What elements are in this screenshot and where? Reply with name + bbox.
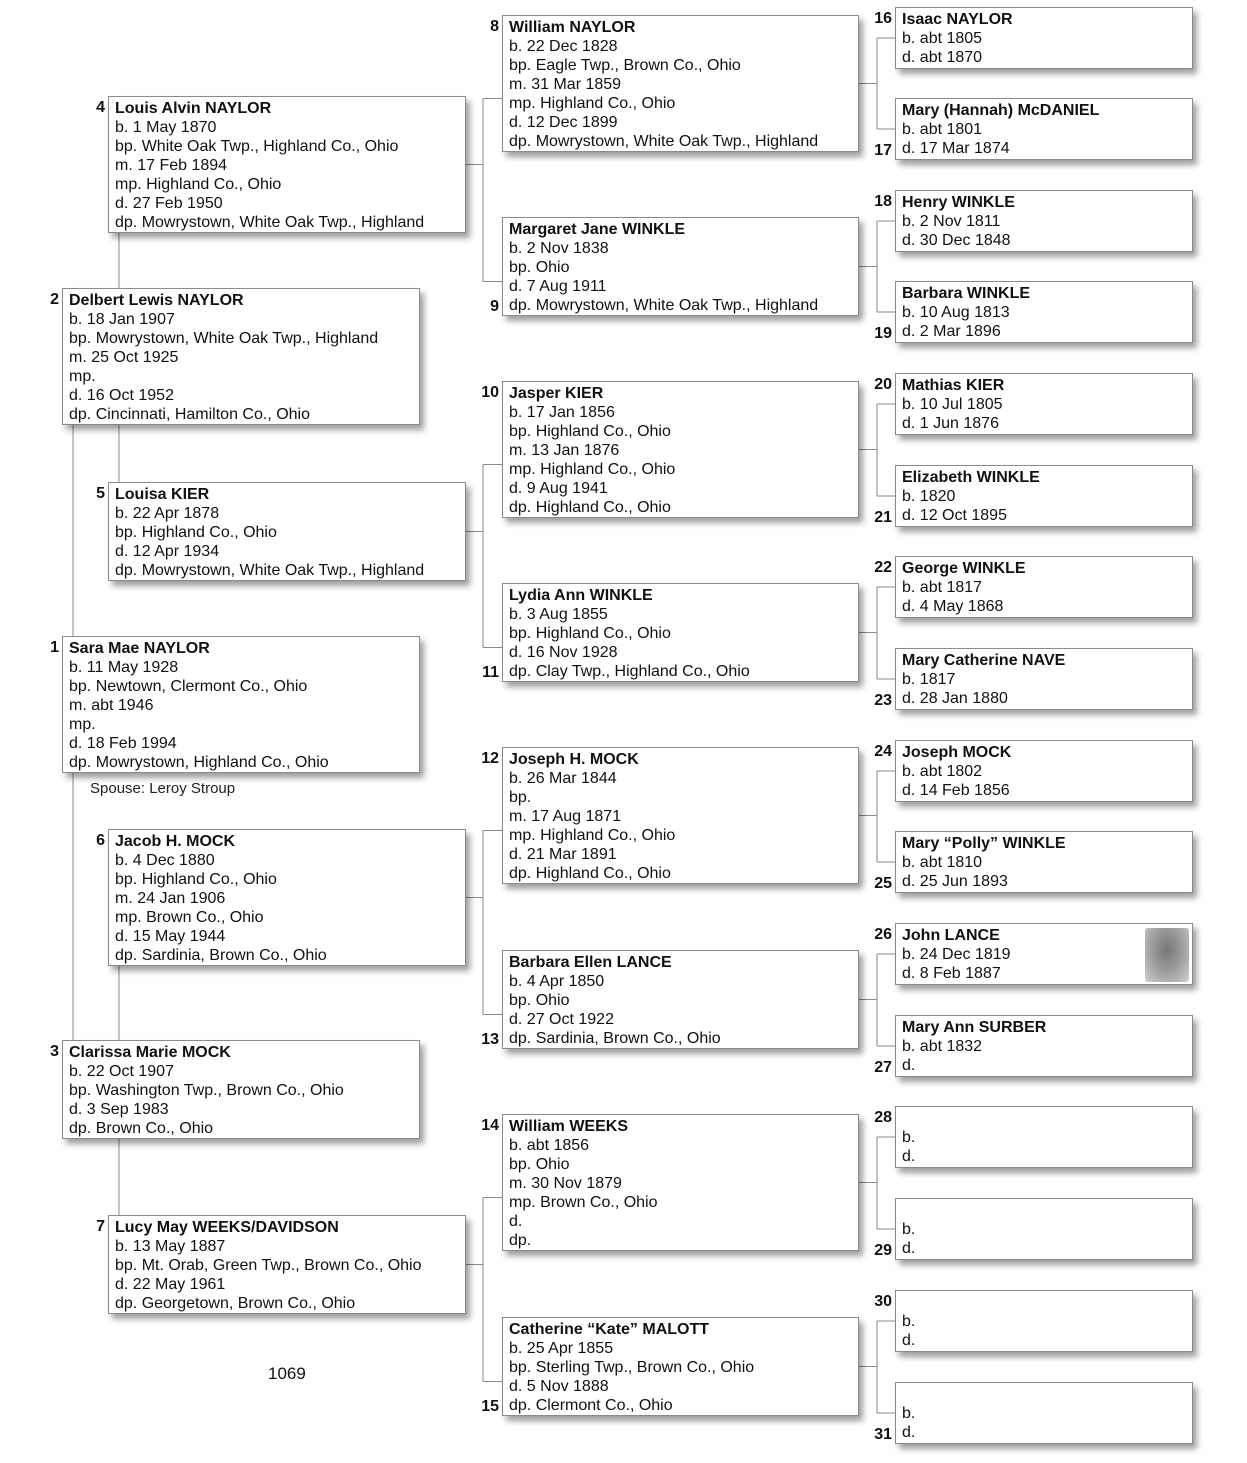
person-number-31: 31 (874, 1426, 892, 1443)
person-name: Isaac NAYLOR (902, 11, 1013, 28)
person-detail-line: bp. Ohio (509, 259, 570, 276)
person-detail-line: d. 21 Mar 1891 (509, 846, 617, 863)
person-detail-line: d. 9 Aug 1941 (509, 480, 608, 497)
person-detail-line: bp. Sterling Twp., Brown Co., Ohio (509, 1359, 755, 1376)
person-detail-line: dp. Mowrystown, White Oak Twp., Highland (509, 297, 819, 314)
person-detail-line: b. 18 Jan 1907 (69, 311, 175, 328)
person-detail-line: b. 22 Dec 1828 (509, 38, 618, 55)
person-detail-line: b. 13 May 1887 (115, 1238, 226, 1255)
person-detail-line: bp. Newtown, Clermont Co., Ohio (69, 678, 308, 695)
person-detail-line: b. 2 Nov 1838 (509, 240, 609, 257)
person-number-25: 25 (874, 875, 892, 892)
person-detail-line: m. 25 Oct 1925 (69, 349, 179, 366)
person-name: Lucy May WEEKS/DAVIDSON (115, 1219, 339, 1236)
person-detail-line: d. 28 Jan 1880 (902, 690, 1008, 707)
person-detail-line: d. (902, 1332, 916, 1349)
person-name: Mary (Hannah) McDANIEL (902, 102, 1100, 119)
person-box-20[interactable] (895, 373, 1193, 435)
person-number-21: 21 (874, 509, 892, 526)
person-name: Joseph H. MOCK (509, 751, 639, 768)
person-detail-line: b. 10 Aug 1813 (902, 304, 1010, 321)
person-box-29[interactable] (895, 1198, 1193, 1260)
person-detail-line: d. 22 May 1961 (115, 1276, 226, 1293)
person-detail-line: b. 10 Jul 1805 (902, 396, 1003, 413)
person-box-18[interactable] (895, 190, 1193, 252)
person-box-19[interactable] (895, 281, 1193, 343)
person-detail-line: dp. Clermont Co., Ohio (509, 1397, 673, 1414)
person-detail-line: b. 1817 (902, 671, 956, 688)
person-detail-line: bp. White Oak Twp., Highland Co., Ohio (115, 138, 399, 155)
person-detail-line: b. abt 1810 (902, 854, 983, 871)
person-detail-line: b. 4 Dec 1880 (115, 852, 215, 869)
person-number-8: 8 (490, 18, 499, 35)
person-number-29: 29 (874, 1242, 892, 1259)
person-detail-line: mp. Brown Co., Ohio (509, 1194, 658, 1211)
person-name: Mary “Polly” WINKLE (902, 835, 1066, 852)
person-detail-line: bp. Highland Co., Ohio (115, 524, 277, 541)
person-detail-line: b. 17 Jan 1856 (509, 404, 615, 421)
person-number-6: 6 (96, 832, 105, 849)
person-number-14: 14 (481, 1117, 499, 1134)
person-detail-line: d. 30 Dec 1848 (902, 232, 1011, 249)
person-number-1: 1 (50, 639, 59, 656)
person-detail-line: bp. Washington Twp., Brown Co., Ohio (69, 1082, 344, 1099)
person-box-4[interactable] (108, 96, 466, 233)
person-name: Sara Mae NAYLOR (69, 640, 210, 657)
person-detail-line: dp. Cincinnati, Hamilton Co., Ohio (69, 406, 310, 423)
person-detail-line: m. 17 Aug 1871 (509, 808, 622, 825)
person-detail-line: dp. Georgetown, Brown Co., Ohio (115, 1295, 356, 1312)
person-name: Mary Ann SURBER (902, 1019, 1047, 1036)
person-box-21[interactable] (895, 465, 1193, 527)
person-box-12[interactable] (502, 747, 859, 884)
person-detail-line: m. 24 Jan 1906 (115, 890, 226, 907)
person-number-30: 30 (874, 1293, 892, 1310)
person-box-13[interactable] (502, 950, 859, 1049)
person-box-14[interactable] (502, 1114, 859, 1251)
person-number-17: 17 (874, 142, 892, 159)
person-detail-line: dp. Mowrystown, White Oak Twp., Highland (509, 133, 819, 150)
person-detail-line: mp. Highland Co., Ohio (115, 176, 282, 193)
person-name: Lydia Ann WINKLE (509, 587, 653, 604)
person-number-7: 7 (96, 1218, 105, 1235)
person-detail-line: b. (902, 1405, 916, 1422)
person-number-26: 26 (874, 926, 892, 943)
person-name: Joseph MOCK (902, 744, 1012, 761)
person-detail-line: m. abt 1946 (69, 697, 154, 714)
person-detail-line: d. 4 May 1868 (902, 598, 1004, 615)
person-detail-line: d. 27 Oct 1922 (509, 1011, 614, 1028)
person-box-5[interactable] (108, 482, 466, 581)
person-detail-line: mp. Highland Co., Ohio (509, 95, 676, 112)
person-number-3: 3 (50, 1043, 59, 1060)
person-detail-line: b. abt 1832 (902, 1038, 983, 1055)
person-number-15: 15 (481, 1398, 499, 1415)
person-number-24: 24 (874, 743, 892, 760)
person-detail-line: b. 1 May 1870 (115, 119, 217, 136)
person-detail-line: bp. Mowrystown, White Oak Twp., Highland (69, 330, 379, 347)
person-detail-line: d. 7 Aug 1911 (509, 278, 607, 295)
person-detail-line: b. 22 Oct 1907 (69, 1063, 174, 1080)
person-name: Barbara Ellen LANCE (509, 954, 672, 971)
person-detail-line: bp. Highland Co., Ohio (509, 423, 671, 440)
person-detail-line: m. 17 Feb 1894 (115, 157, 228, 174)
person-number-9: 9 (490, 298, 499, 315)
person-name: George WINKLE (902, 560, 1026, 577)
person-detail-line: d. 12 Dec 1899 (509, 114, 618, 131)
person-number-10: 10 (481, 384, 499, 401)
person-number-22: 22 (874, 559, 892, 576)
person-name: Louis Alvin NAYLOR (115, 100, 272, 117)
gravestone-photo-icon[interactable] (1145, 928, 1189, 982)
person-detail-line: bp. Eagle Twp., Brown Co., Ohio (509, 57, 741, 74)
person-name: William WEEKS (509, 1118, 628, 1135)
spouse-note: Spouse: Leroy Stroup (90, 780, 236, 797)
person-detail-line: d. 25 Jun 1893 (902, 873, 1008, 890)
person-detail-line: b. 22 Apr 1878 (115, 505, 220, 522)
person-detail-line: b. abt 1817 (902, 579, 983, 596)
person-detail-line: mp. Highland Co., Ohio (509, 461, 676, 478)
person-name: Jacob H. MOCK (115, 833, 236, 850)
person-detail-line: b. 26 Mar 1844 (509, 770, 617, 787)
person-detail-line: b. (902, 1221, 916, 1238)
person-box-27[interactable] (895, 1015, 1193, 1077)
person-detail-line: d. 18 Feb 1994 (69, 735, 177, 752)
person-detail-line: b. abt 1802 (902, 763, 983, 780)
person-detail-line: bp. Ohio (509, 1156, 570, 1173)
person-box-26[interactable] (895, 923, 1193, 985)
person-detail-line: d. 16 Nov 1928 (509, 644, 618, 661)
person-detail-line: mp. Brown Co., Ohio (115, 909, 264, 926)
person-number-28: 28 (874, 1109, 892, 1126)
person-name: William NAYLOR (509, 19, 636, 36)
person-detail-line: b. abt 1801 (902, 121, 983, 138)
person-name: Mary Catherine NAVE (902, 652, 1066, 669)
person-box-16[interactable] (895, 7, 1193, 69)
person-box-6[interactable] (108, 829, 466, 966)
person-detail-line: d. 27 Feb 1950 (115, 195, 223, 212)
person-box-31[interactable] (895, 1382, 1193, 1444)
person-box-22[interactable] (895, 556, 1193, 618)
person-detail-line: d. 12 Apr 1934 (115, 543, 220, 560)
person-detail-line: bp. Ohio (509, 992, 570, 1009)
person-detail-line: b. 4 Apr 1850 (509, 973, 605, 990)
person-detail-line: dp. Mowrystown, White Oak Twp., Highland (115, 562, 425, 579)
person-name: Louisa KIER (115, 486, 210, 503)
person-detail-line: d. 2 Mar 1896 (902, 323, 1001, 340)
person-number-4: 4 (96, 99, 105, 116)
person-detail-line: mp. Highland Co., Ohio (509, 827, 676, 844)
person-detail-line: bp. Mt. Orab, Green Twp., Brown Co., Ohio (115, 1257, 422, 1274)
person-detail-line: d. 3 Sep 1983 (69, 1101, 169, 1118)
person-detail-line: b. 24 Dec 1819 (902, 946, 1011, 963)
person-detail-line: b. (902, 1129, 916, 1146)
person-number-18: 18 (874, 193, 892, 210)
person-detail-line: dp. Mowrystown, Highland Co., Ohio (69, 754, 329, 771)
person-box-9[interactable] (502, 217, 859, 316)
person-name: Elizabeth WINKLE (902, 469, 1040, 486)
person-detail-line: d. abt 1870 (902, 49, 983, 66)
person-detail-line: dp. Sardinia, Brown Co., Ohio (509, 1030, 721, 1047)
person-detail-line: b. (902, 1313, 916, 1330)
person-detail-line: dp. Highland Co., Ohio (509, 499, 671, 516)
person-detail-line: bp. (509, 789, 532, 806)
person-detail-line: d. 16 Oct 1952 (69, 387, 174, 404)
person-box-11[interactable] (502, 583, 859, 682)
person-detail-line: b. abt 1856 (509, 1137, 590, 1154)
person-number-12: 12 (481, 750, 499, 767)
person-number-16: 16 (874, 10, 892, 27)
person-detail-line: d. 8 Feb 1887 (902, 965, 1001, 982)
person-detail-line: d. (902, 1424, 916, 1441)
person-detail-line: dp. Highland Co., Ohio (509, 865, 671, 882)
person-detail-line: dp. (509, 1232, 532, 1249)
person-detail-line: d. 17 Mar 1874 (902, 140, 1010, 157)
person-detail-line: d. 15 May 1944 (115, 928, 226, 945)
person-detail-line: dp. Brown Co., Ohio (69, 1120, 214, 1137)
person-box-30[interactable] (895, 1290, 1193, 1352)
person-box-17[interactable] (895, 98, 1193, 160)
person-name: Margaret Jane WINKLE (509, 221, 686, 238)
person-detail-line: b. 2 Nov 1811 (902, 213, 1001, 230)
person-name: Barbara WINKLE (902, 285, 1031, 302)
person-number-23: 23 (874, 692, 892, 709)
person-detail-line: m. 31 Mar 1859 (509, 76, 622, 93)
person-name: Clarissa Marie MOCK (69, 1044, 231, 1061)
person-detail-line: b. 3 Aug 1855 (509, 606, 608, 623)
person-detail-line: d. (509, 1213, 523, 1230)
person-detail-line: d. (902, 1240, 916, 1257)
person-box-25[interactable] (895, 831, 1193, 893)
person-detail-line: dp. Mowrystown, White Oak Twp., Highland (115, 214, 425, 231)
person-name: Jasper KIER (509, 385, 604, 402)
person-number-13: 13 (481, 1031, 499, 1048)
person-detail-line: bp. Highland Co., Ohio (115, 871, 277, 888)
person-detail-line: dp. Clay Twp., Highland Co., Ohio (509, 663, 750, 680)
person-detail-line: b. abt 1805 (902, 30, 983, 47)
person-detail-line: m. 30 Nov 1879 (509, 1175, 622, 1192)
person-box-10[interactable] (502, 381, 859, 518)
person-detail-line: bp. Highland Co., Ohio (509, 625, 671, 642)
person-number-19: 19 (874, 325, 892, 342)
person-box-3[interactable] (62, 1040, 420, 1139)
person-box-24[interactable] (895, 740, 1193, 802)
person-number-5: 5 (96, 485, 105, 502)
person-detail-line: mp. (69, 716, 96, 733)
person-number-27: 27 (874, 1059, 892, 1076)
person-detail-line: b. 1820 (902, 488, 956, 505)
person-detail-line: b. 25 Apr 1855 (509, 1340, 614, 1357)
person-box-1[interactable] (62, 636, 420, 773)
person-box-2[interactable] (62, 288, 420, 425)
person-detail-line: d. (902, 1148, 916, 1165)
person-name: Delbert Lewis NAYLOR (69, 292, 244, 309)
person-box-28[interactable] (895, 1106, 1193, 1168)
person-box-8[interactable] (502, 15, 859, 152)
person-detail-line: d. 14 Feb 1856 (902, 782, 1010, 799)
person-detail-line: d. 12 Oct 1895 (902, 507, 1007, 524)
person-number-11: 11 (482, 664, 499, 681)
person-number-20: 20 (874, 376, 892, 393)
person-detail-line: mp. (69, 368, 96, 385)
person-detail-line: d. 1 Jun 1876 (902, 415, 999, 432)
person-number-2: 2 (50, 291, 59, 308)
person-box-23[interactable] (895, 648, 1193, 710)
person-detail-line: dp. Sardinia, Brown Co., Ohio (115, 947, 327, 964)
page-number: 1069 (268, 1364, 306, 1383)
person-name: Mathias KIER (902, 377, 1005, 394)
person-name: John LANCE (902, 927, 1000, 944)
person-name: Henry WINKLE (902, 194, 1015, 211)
person-detail-line: d. 5 Nov 1888 (509, 1378, 609, 1395)
person-name: Catherine “Kate” MALOTT (509, 1321, 710, 1338)
person-box-7[interactable] (108, 1215, 466, 1314)
person-detail-line: d. (902, 1057, 916, 1074)
person-box-15[interactable] (502, 1317, 859, 1416)
person-detail-line: m. 13 Jan 1876 (509, 442, 620, 459)
person-detail-line: b. 11 May 1928 (69, 659, 179, 676)
